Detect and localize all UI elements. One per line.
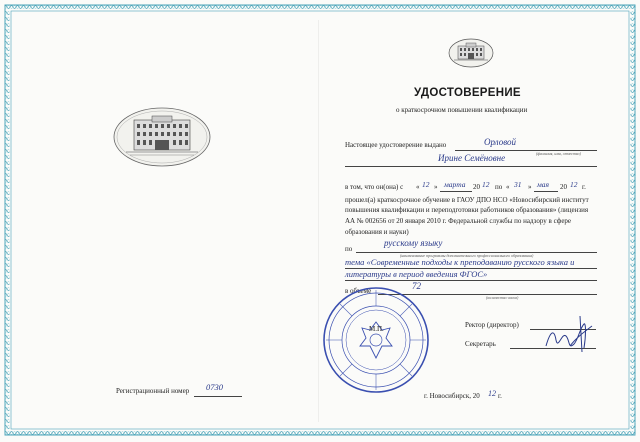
date-to-year-prefix: 20: [560, 183, 567, 191]
rector-signature-icon: [540, 306, 600, 358]
body-line-1: прошел(а) краткосрочное обучение в ГАОУ ДПО НСО «Новосибирский институт: [345, 196, 589, 204]
body-line-3: АА № 002656 от 20 января 2010 г. Федеральной службы по надзору в сфере: [345, 217, 572, 225]
rector-label: Ректор (директор): [465, 321, 519, 329]
surname-caption: (фамилия, имя, отчество): [536, 151, 581, 156]
quote-close-2: »: [528, 183, 532, 191]
fold-line: [318, 20, 319, 422]
volume-label: в объеме: [345, 287, 372, 295]
reg-number-value: 0730: [206, 382, 223, 392]
certificate-subtitle: о краткосрочном повышении квалификации: [396, 106, 528, 114]
city-label: г. Новосибирск, 20: [424, 392, 480, 400]
quote-open-1: «: [416, 183, 420, 191]
date-to-year: 12: [570, 180, 578, 189]
building-emblem-icon: [112, 106, 212, 168]
volume-caption: (количество часов): [486, 295, 519, 300]
date-to-day: 31: [514, 180, 522, 189]
program-caption: (наименование программы дополнительного профессионального образования): [400, 253, 534, 258]
city-year: 12: [488, 389, 496, 398]
official-seal-icon: [322, 286, 430, 394]
date-from-month-line: [440, 191, 472, 192]
building-logo-icon: [448, 38, 494, 68]
reg-number-line: [194, 396, 242, 397]
city-year-suffix: г.: [498, 392, 502, 400]
topic-line-1: тема «Современные подходы к преподаванию русского языка и: [345, 257, 575, 267]
body-line-2: повышения квалификации и переподготовки работников образования» (лицензия: [345, 206, 589, 214]
topic-line-2-rule: [345, 280, 597, 281]
date-to-label: по: [495, 183, 503, 191]
reg-number-label: Регистрационный номер: [116, 387, 190, 395]
certificate-title: УДОСТОВЕРЕНИЕ: [414, 87, 521, 99]
surname-value: Орловой: [484, 137, 516, 147]
date-from-month: марта: [444, 180, 466, 189]
body-line-4: образования и науки): [345, 228, 409, 236]
in-that-label: в том, что он(она) с: [345, 183, 404, 191]
stamp-mark: М.П.: [369, 325, 384, 333]
date-from-day: 12: [422, 180, 430, 189]
date-from-year-prefix: 20: [473, 183, 480, 191]
given-names-line: [345, 166, 597, 167]
topic-line-2: литературы в период введения ФГОС»: [345, 269, 488, 279]
volume-value: 72: [412, 281, 421, 291]
program-label: по: [345, 245, 353, 253]
quote-close-1: »: [434, 183, 438, 191]
year-suffix: г.: [582, 183, 586, 191]
date-to-month-line: [534, 191, 558, 192]
date-to-month: мая: [537, 180, 550, 189]
quote-open-2: «: [506, 183, 510, 191]
given-names-value: Ирине Семёновне: [438, 153, 506, 163]
date-from-year: 12: [482, 180, 490, 189]
secretary-label: Секретарь: [465, 340, 496, 348]
issued-to-label: Настоящее удостоверение выдано: [345, 141, 447, 149]
program-value: русскому языку: [384, 238, 443, 248]
